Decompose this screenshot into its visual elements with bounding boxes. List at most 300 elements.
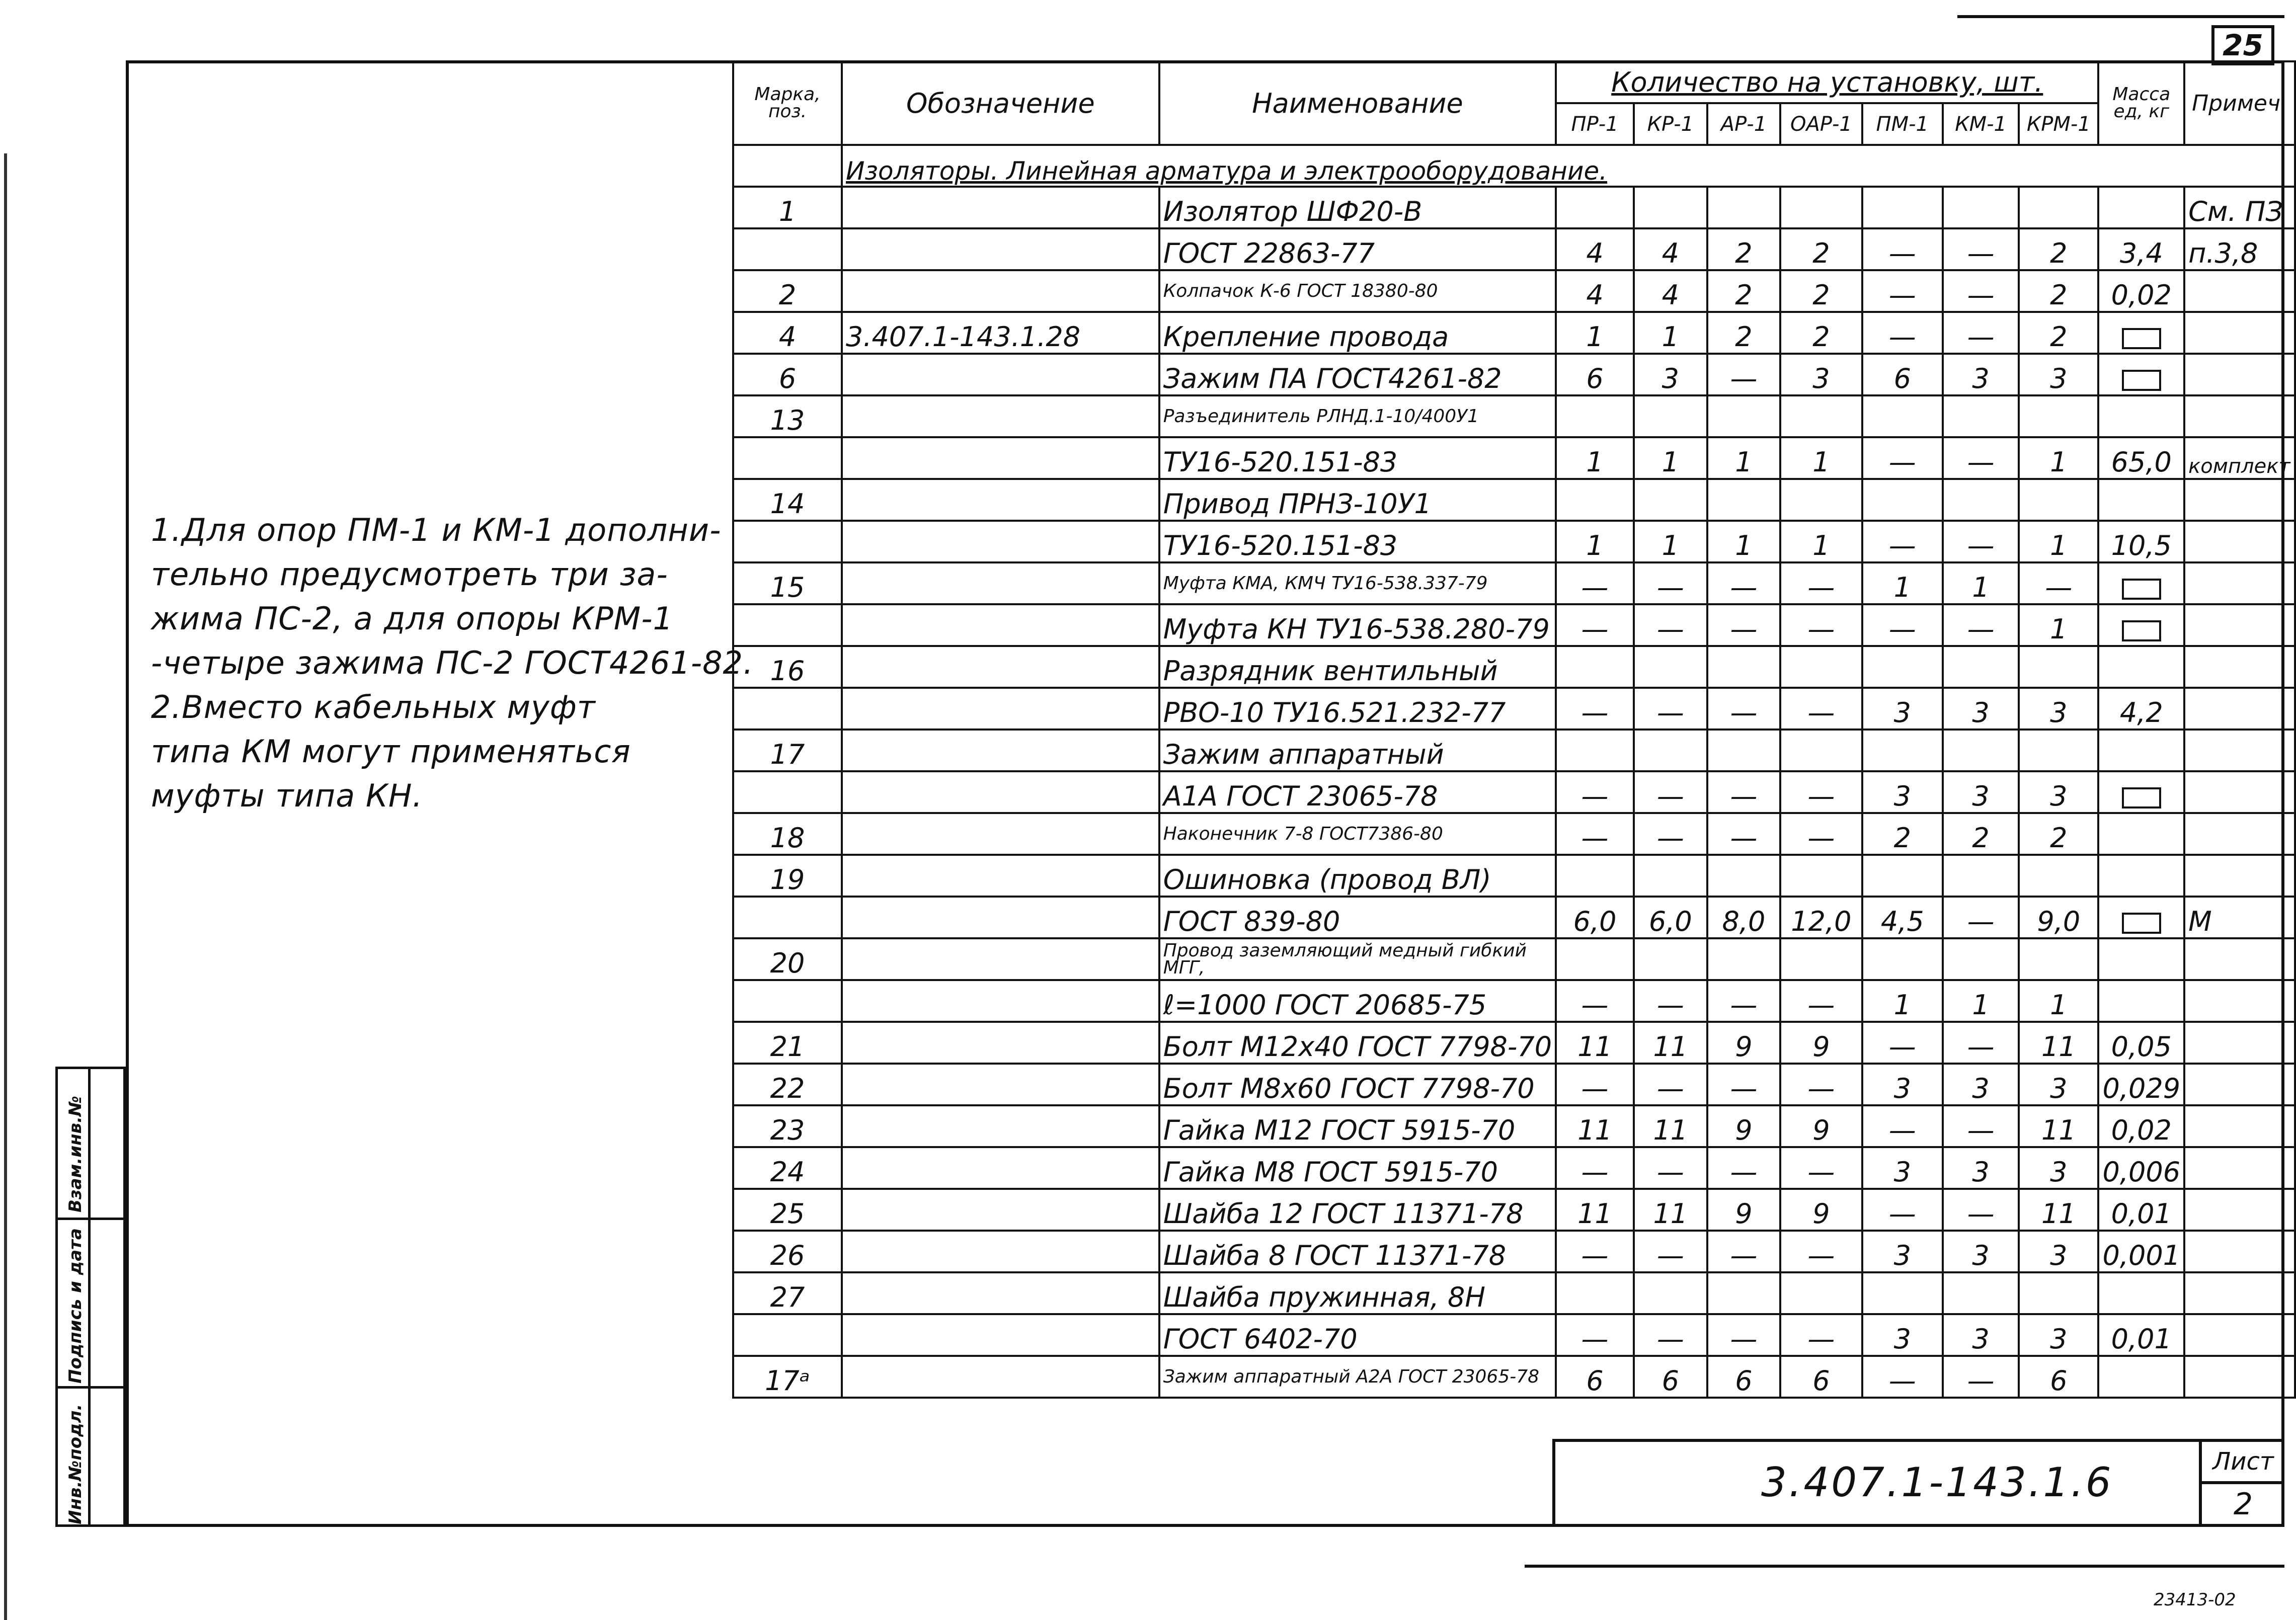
row-mark: 27 — [733, 1272, 842, 1314]
header-col: КРМ-1 — [2019, 103, 2098, 145]
row-name: ТУ16-520.151-83 — [1159, 521, 1556, 562]
table-row — [733, 437, 2295, 479]
row-qty: 1 — [1556, 312, 1634, 354]
top-border-line — [1957, 15, 2284, 18]
row-qty — [1634, 479, 1707, 521]
table-row — [733, 354, 2295, 395]
row-qty: 11 — [1556, 1189, 1634, 1231]
row-qty: 8,0 — [1707, 897, 1781, 938]
row-qty: 2 — [1707, 270, 1781, 312]
row-qty: — — [1862, 312, 1943, 354]
note-line: 2.Вместо кабельных муфт — [151, 689, 596, 725]
table-row — [733, 897, 2295, 938]
row-mark: 13 — [733, 395, 842, 437]
row-oboznachenie — [842, 228, 1159, 270]
header-col: ПР-1 — [1556, 103, 1634, 145]
row-qty: — — [1707, 562, 1781, 604]
row-mass — [2098, 646, 2184, 688]
row-note — [2184, 395, 2295, 437]
table-row — [733, 730, 2295, 771]
row-qty — [1707, 646, 1781, 688]
row-oboznachenie — [842, 646, 1159, 688]
row-oboznachenie — [842, 562, 1159, 604]
row-mass: 0,006 — [2098, 1147, 2184, 1189]
row-qty: — — [1862, 1356, 1943, 1398]
row-oboznachenie — [842, 395, 1159, 437]
row-qty — [2019, 646, 2098, 688]
row-qty: 6 — [1707, 1356, 1781, 1398]
row-mark: 22 — [733, 1064, 842, 1105]
row-qty: — — [1943, 270, 2019, 312]
table-row — [733, 187, 2295, 228]
row-qty: — — [1943, 1356, 2019, 1398]
table-row — [733, 646, 2295, 688]
row-qty: — — [1780, 980, 1862, 1022]
row-qty: 3 — [1634, 354, 1707, 395]
row-mark — [733, 771, 842, 813]
row-qty: 2 — [1862, 813, 1943, 855]
row-mark: 4 — [733, 312, 842, 354]
bottom-line — [1525, 1565, 2284, 1568]
row-qty — [1943, 187, 2019, 228]
row-qty — [1707, 395, 1781, 437]
table-row — [733, 228, 2295, 270]
row-qty: 3 — [1943, 1314, 2019, 1356]
header-massa: Масса ед, кг — [2098, 61, 2184, 145]
spec-table — [732, 60, 2296, 1399]
row-mass: 0,05 — [2098, 1022, 2184, 1064]
row-mark — [733, 897, 842, 938]
table-row — [733, 1105, 2295, 1147]
row-qty — [1943, 855, 2019, 897]
row-qty — [2019, 479, 2098, 521]
row-qty: 6 — [1862, 354, 1943, 395]
row-qty: — — [1780, 771, 1862, 813]
mass-box-icon — [2122, 370, 2161, 391]
row-mark: 1 — [733, 187, 842, 228]
row-qty: — — [1556, 562, 1634, 604]
row-qty — [1634, 187, 1707, 228]
row-qty — [1556, 187, 1634, 228]
row-oboznachenie — [842, 1231, 1159, 1272]
table-row — [733, 604, 2295, 646]
table-row — [733, 1022, 2295, 1064]
row-qty: 6,0 — [1634, 897, 1707, 938]
table-row — [733, 688, 2295, 730]
row-note — [2184, 312, 2295, 354]
row-oboznachenie: 3.407.1-143.1.28 — [842, 312, 1159, 354]
row-oboznachenie — [842, 437, 1159, 479]
row-qty: 1 — [2019, 521, 2098, 562]
row-qty: — — [1707, 604, 1781, 646]
row-mark: 15 — [733, 562, 842, 604]
row-qty: — — [1943, 897, 2019, 938]
row-qty: — — [1707, 980, 1781, 1022]
row-note — [2184, 1147, 2295, 1189]
header-col: КМ-1 — [1943, 103, 2019, 145]
row-oboznachenie — [842, 1356, 1159, 1398]
row-qty: 4 — [1556, 270, 1634, 312]
row-qty — [2019, 395, 2098, 437]
row-oboznachenie — [842, 1147, 1159, 1189]
row-qty: 9 — [1707, 1105, 1781, 1147]
row-name: Колпачок К-6 ГОСТ 18380-80 — [1159, 270, 1556, 312]
row-qty — [1634, 938, 1707, 980]
row-mark: 21 — [733, 1022, 842, 1064]
row-oboznachenie — [842, 897, 1159, 938]
row-qty: 9 — [1780, 1105, 1862, 1147]
row-qty: 1 — [1634, 312, 1707, 354]
row-qty: — — [1634, 1147, 1707, 1189]
row-qty: — — [1634, 813, 1707, 855]
row-qty — [1556, 395, 1634, 437]
row-qty — [1707, 1272, 1781, 1314]
row-note — [2184, 1022, 2295, 1064]
table-row — [733, 479, 2295, 521]
row-qty: 1 — [2019, 437, 2098, 479]
row-qty — [1943, 730, 2019, 771]
row-qty: — — [1634, 688, 1707, 730]
row-qty — [1780, 855, 1862, 897]
row-mark: 18 — [733, 813, 842, 855]
note-line: жима ПС-2, а для опоры КРМ-1 — [151, 600, 674, 637]
row-mass — [2098, 395, 2184, 437]
row-oboznachenie — [842, 730, 1159, 771]
row-qty: 3 — [1862, 1064, 1943, 1105]
row-qty: 3 — [2019, 771, 2098, 813]
row-qty — [1780, 730, 1862, 771]
row-name: Муфта КН ТУ16-538.280-79 — [1159, 604, 1556, 646]
row-qty: 3 — [1943, 688, 2019, 730]
row-qty — [1707, 730, 1781, 771]
stamp-podpis: Подпись и дата — [65, 1228, 86, 1384]
row-qty: 1 — [1707, 521, 1781, 562]
row-oboznachenie — [842, 1105, 1159, 1147]
row-qty: 9 — [1780, 1189, 1862, 1231]
header-col: КР-1 — [1634, 103, 1707, 145]
row-qty: — — [1780, 604, 1862, 646]
header-kolichestvo: Количество на установку, шт. — [1556, 61, 2098, 103]
row-qty: 1 — [1780, 521, 1862, 562]
header-naimenovanie: Наименование — [1159, 61, 1556, 145]
left-margin-line — [4, 153, 7, 1620]
row-name: Гайка М12 ГОСТ 5915-70 — [1159, 1105, 1556, 1147]
row-oboznachenie — [842, 521, 1159, 562]
row-qty: 6 — [1780, 1356, 1862, 1398]
row-mark: 20 — [733, 938, 842, 980]
row-qty — [2019, 1272, 2098, 1314]
row-qty: — — [1862, 1189, 1943, 1231]
row-oboznachenie — [842, 1022, 1159, 1064]
row-note — [2184, 562, 2295, 604]
row-qty: — — [1780, 1314, 1862, 1356]
side-stamp — [55, 1067, 126, 1527]
row-name: ГОСТ 22863-77 — [1159, 228, 1556, 270]
row-qty: 6 — [1556, 1356, 1634, 1398]
row-qty — [1862, 479, 1943, 521]
row-qty: — — [1707, 1231, 1781, 1272]
row-oboznachenie — [842, 855, 1159, 897]
row-qty: 6,0 — [1556, 897, 1634, 938]
row-qty: 2 — [2019, 270, 2098, 312]
row-qty — [2019, 855, 2098, 897]
row-oboznachenie — [842, 813, 1159, 855]
row-note — [2184, 1272, 2295, 1314]
table-row — [733, 521, 2295, 562]
row-mass — [2098, 479, 2184, 521]
row-qty — [1634, 1272, 1707, 1314]
row-qty: — — [1780, 813, 1862, 855]
row-qty: — — [1634, 562, 1707, 604]
row-qty — [2019, 730, 2098, 771]
row-qty: 2 — [1707, 228, 1781, 270]
row-qty: 3 — [1943, 1231, 2019, 1272]
table-row — [733, 270, 2295, 312]
row-qty — [1943, 938, 2019, 980]
row-qty — [1943, 1272, 2019, 1314]
row-qty: — — [1862, 1105, 1943, 1147]
row-qty: 3 — [2019, 354, 2098, 395]
row-qty: 1 — [1556, 437, 1634, 479]
row-qty — [1634, 646, 1707, 688]
row-qty — [1556, 479, 1634, 521]
row-mark: 14 — [733, 479, 842, 521]
row-qty — [1862, 730, 1943, 771]
row-note — [2184, 771, 2295, 813]
row-qty: — — [1780, 1064, 1862, 1105]
row-qty: — — [1707, 1147, 1781, 1189]
row-mark — [733, 688, 842, 730]
row-note — [2184, 1231, 2295, 1272]
row-oboznachenie — [842, 1189, 1159, 1231]
row-qty: — — [1556, 1147, 1634, 1189]
row-qty: — — [1862, 437, 1943, 479]
row-qty: 1 — [1634, 521, 1707, 562]
row-qty: 2 — [2019, 312, 2098, 354]
row-qty — [1862, 938, 1943, 980]
row-qty — [1556, 1272, 1634, 1314]
row-oboznachenie — [842, 479, 1159, 521]
row-qty: — — [1862, 270, 1943, 312]
row-mass — [2098, 312, 2184, 354]
row-mass — [2098, 730, 2184, 771]
row-qty: 9 — [1707, 1189, 1781, 1231]
row-qty — [1556, 646, 1634, 688]
row-qty — [1943, 646, 2019, 688]
row-name: Зажим ПА ГОСТ4261-82 — [1159, 354, 1556, 395]
row-qty — [2019, 187, 2098, 228]
row-qty: — — [2019, 562, 2098, 604]
row-qty: — — [1943, 1189, 2019, 1231]
row-note — [2184, 1314, 2295, 1356]
row-qty: — — [1556, 1064, 1634, 1105]
row-qty: 3 — [1862, 1147, 1943, 1189]
row-qty: — — [1556, 980, 1634, 1022]
table-row — [733, 1147, 2295, 1189]
row-name: РВО-10 ТУ16.521.232-77 — [1159, 688, 1556, 730]
row-mark: 24 — [733, 1147, 842, 1189]
row-qty: — — [1556, 771, 1634, 813]
row-qty: — — [1556, 604, 1634, 646]
row-note — [2184, 980, 2295, 1022]
row-qty: 3 — [1943, 1064, 2019, 1105]
row-qty: 3 — [1943, 1147, 2019, 1189]
header-col: ПМ-1 — [1862, 103, 1943, 145]
row-note: п.3,8 — [2184, 228, 2295, 270]
row-mass: 0,01 — [2098, 1314, 2184, 1356]
row-note — [2184, 938, 2295, 980]
row-qty: 1 — [1780, 437, 1862, 479]
row-qty: — — [1707, 1314, 1781, 1356]
row-qty: 1 — [1634, 437, 1707, 479]
row-qty — [1634, 855, 1707, 897]
table-row — [733, 1231, 2295, 1272]
row-qty — [1634, 395, 1707, 437]
row-qty — [1862, 1272, 1943, 1314]
row-mark: 17ᵃ — [733, 1356, 842, 1398]
row-qty: — — [1707, 813, 1781, 855]
row-name: Разъединитель РЛНД.1-10/400У1 — [1159, 395, 1556, 437]
row-qty: — — [1634, 604, 1707, 646]
row-qty: 4 — [1634, 228, 1707, 270]
row-qty — [1556, 855, 1634, 897]
table-row — [733, 1064, 2295, 1105]
row-qty — [1780, 938, 1862, 980]
row-qty: 2 — [1707, 312, 1781, 354]
row-qty: 1 — [1943, 980, 2019, 1022]
row-qty: — — [1943, 604, 2019, 646]
row-qty: 3 — [1943, 354, 2019, 395]
row-qty: 1 — [1556, 521, 1634, 562]
row-qty: 3 — [1862, 1314, 1943, 1356]
row-qty: 11 — [2019, 1189, 2098, 1231]
row-mass: 0,001 — [2098, 1231, 2184, 1272]
row-mass: 0,029 — [2098, 1064, 2184, 1105]
mass-box-icon — [2122, 328, 2161, 349]
table-row — [733, 1272, 2295, 1314]
table-row — [733, 771, 2295, 813]
row-mark: 23 — [733, 1105, 842, 1147]
row-qty: — — [1943, 437, 2019, 479]
page-number: 25 — [2211, 25, 2274, 65]
row-mark — [733, 437, 842, 479]
row-qty — [1780, 1272, 1862, 1314]
row-qty — [1707, 938, 1781, 980]
table-row — [733, 1189, 2295, 1231]
row-qty: 11 — [1634, 1105, 1707, 1147]
table-row — [733, 395, 2295, 437]
row-note — [2184, 855, 2295, 897]
row-qty: 3 — [2019, 1147, 2098, 1189]
row-mass: 4,2 — [2098, 688, 2184, 730]
stamp-inv: Инв.№подл. — [65, 1404, 86, 1524]
row-note — [2184, 604, 2295, 646]
doc-number: 3.407.1-143.1.6 — [1761, 1459, 2113, 1506]
row-qty: 2 — [1780, 228, 1862, 270]
row-qty: 9 — [1780, 1022, 1862, 1064]
row-qty: — — [1556, 1231, 1634, 1272]
row-qty — [1862, 187, 1943, 228]
table-row — [733, 938, 2295, 980]
row-qty: 3 — [2019, 1314, 2098, 1356]
row-oboznachenie — [842, 771, 1159, 813]
row-qty: 11 — [1634, 1022, 1707, 1064]
row-name: Зажим аппаратный А2А ГОСТ 23065-78 — [1159, 1356, 1556, 1398]
row-qty: 3 — [1862, 771, 1943, 813]
row-qty: 3 — [2019, 688, 2098, 730]
row-qty: 3 — [1862, 1231, 1943, 1272]
row-qty: — — [1707, 688, 1781, 730]
row-note — [2184, 270, 2295, 312]
mass-box-icon — [2122, 579, 2161, 600]
row-name: Болт М12х40 ГОСТ 7798-70 — [1159, 1022, 1556, 1064]
note-line: тельно предусмотреть три за- — [151, 556, 668, 593]
row-mark: 17 — [733, 730, 842, 771]
note-line: типа КМ могут применяться — [151, 733, 631, 770]
row-qty — [1862, 855, 1943, 897]
row-qty: 3 — [1943, 771, 2019, 813]
row-qty: — — [1634, 771, 1707, 813]
row-qty: — — [1780, 1231, 1862, 1272]
row-qty: 1 — [1707, 437, 1781, 479]
row-mass: 65,0 — [2098, 437, 2184, 479]
row-oboznachenie — [842, 980, 1159, 1022]
row-note — [2184, 521, 2295, 562]
row-qty: — — [1634, 1231, 1707, 1272]
row-qty — [1707, 187, 1781, 228]
row-mass: 0,02 — [2098, 1105, 2184, 1147]
row-mark — [733, 1314, 842, 1356]
row-qty: 1 — [2019, 980, 2098, 1022]
row-oboznachenie — [842, 688, 1159, 730]
row-qty: — — [1862, 604, 1943, 646]
row-qty: 4 — [1556, 228, 1634, 270]
row-name: Наконечник 7-8 ГОСТ7386-80 — [1159, 813, 1556, 855]
row-mark: 25 — [733, 1189, 842, 1231]
row-name: Крепление провода — [1159, 312, 1556, 354]
row-qty — [1780, 479, 1862, 521]
row-qty: 11 — [1634, 1189, 1707, 1231]
header-col: ОАР-1 — [1780, 103, 1862, 145]
row-qty — [1943, 479, 2019, 521]
row-note — [2184, 646, 2295, 688]
row-qty: — — [1943, 1105, 2019, 1147]
row-name: Болт М8х60 ГОСТ 7798-70 — [1159, 1064, 1556, 1105]
row-qty: — — [1634, 1314, 1707, 1356]
row-qty: 4 — [1634, 270, 1707, 312]
row-qty: 3 — [1780, 354, 1862, 395]
row-qty: 11 — [1556, 1022, 1634, 1064]
table-row — [733, 312, 2295, 354]
row-name: Муфта КМА, КМЧ ТУ16-538.337-79 — [1159, 562, 1556, 604]
row-qty: 11 — [2019, 1105, 2098, 1147]
row-mass — [2098, 187, 2184, 228]
row-qty: 3 — [2019, 1064, 2098, 1105]
row-qty: 9 — [1707, 1022, 1781, 1064]
row-qty: 11 — [1556, 1105, 1634, 1147]
notes-block — [151, 508, 754, 818]
row-mass — [2098, 897, 2184, 938]
row-qty: 6 — [1634, 1356, 1707, 1398]
row-qty: — — [1707, 354, 1781, 395]
row-mass — [2098, 1356, 2184, 1398]
row-qty: — — [1707, 1064, 1781, 1105]
row-name: А1А ГОСТ 23065-78 — [1159, 771, 1556, 813]
row-mass — [2098, 980, 2184, 1022]
row-qty — [1556, 730, 1634, 771]
row-qty — [1780, 646, 1862, 688]
row-name: Шайба 12 ГОСТ 11371-78 — [1159, 1189, 1556, 1231]
